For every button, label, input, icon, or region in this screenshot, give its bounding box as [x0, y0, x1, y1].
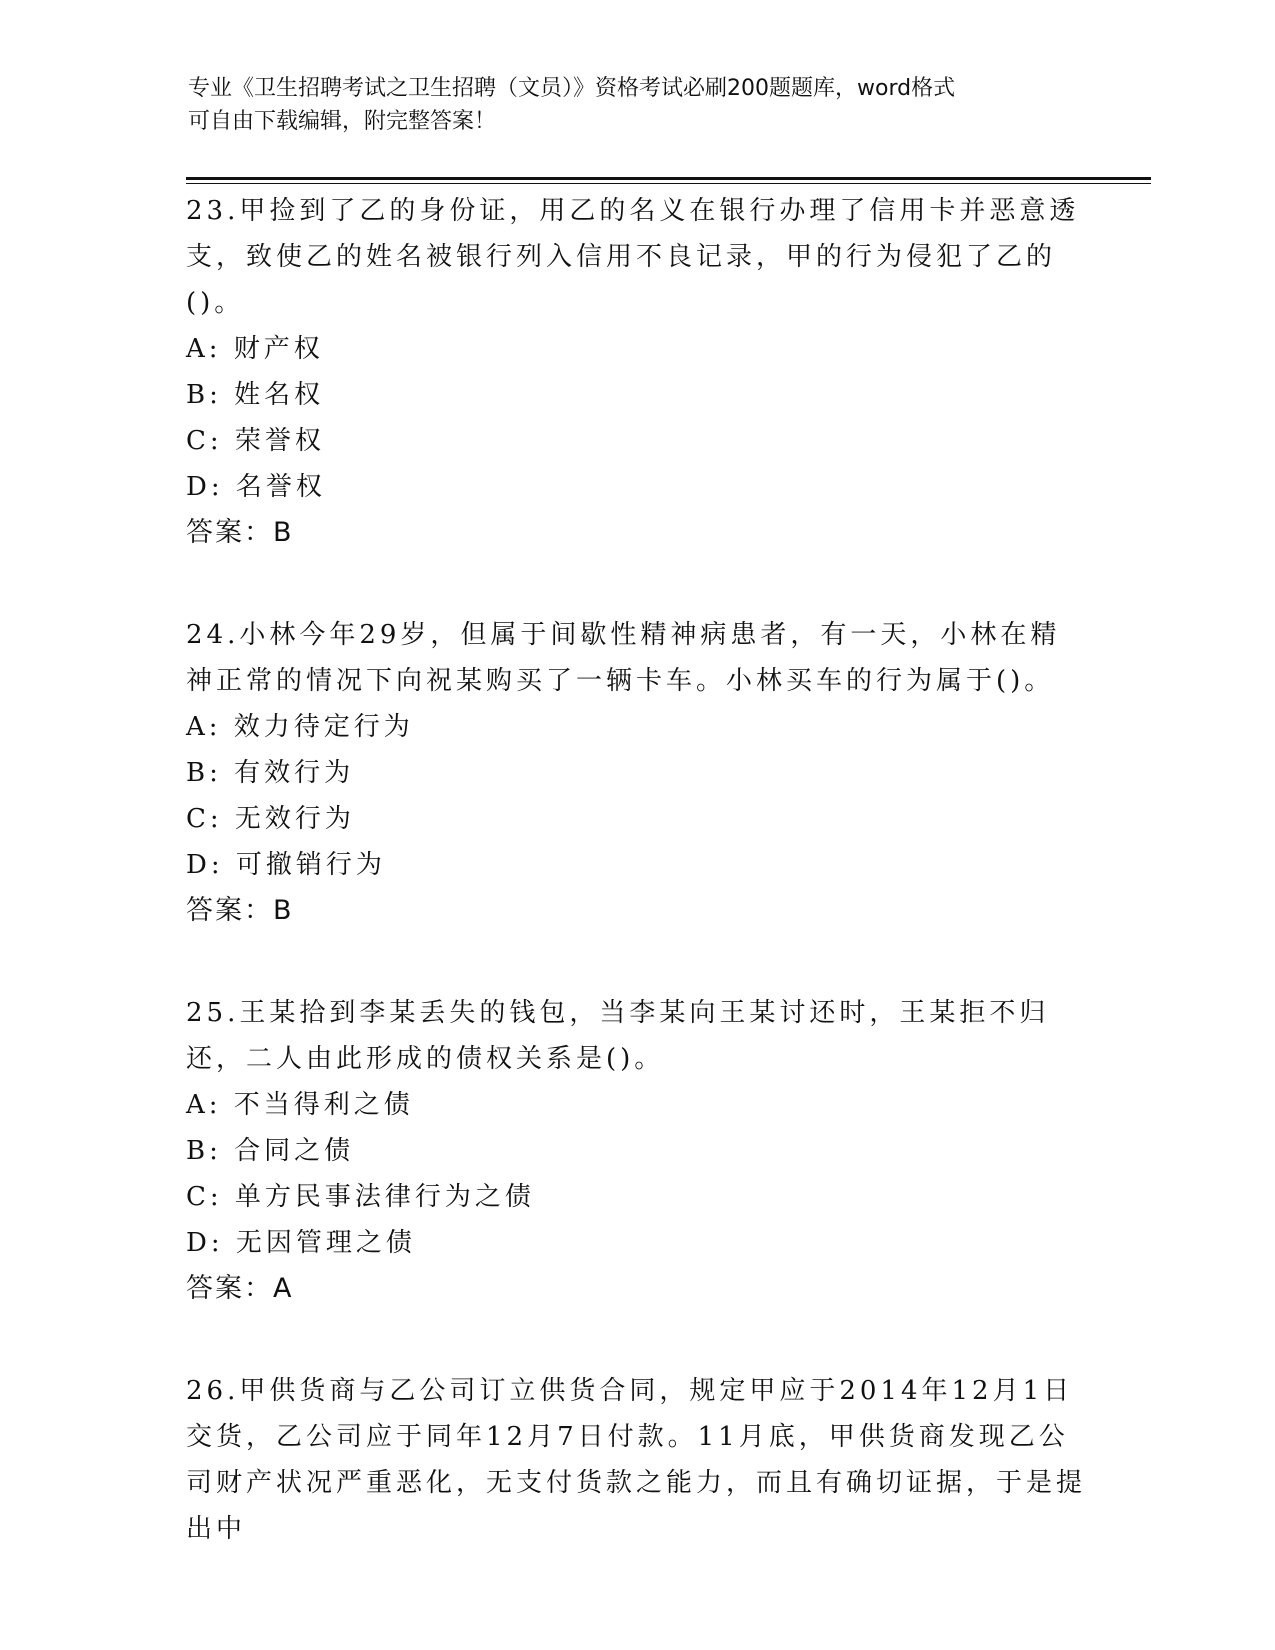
question-25: [186, 990, 1086, 1312]
option-c: C: 荣誉权: [186, 426, 325, 456]
header-line-1: 专业《卫生招聘考试之卫生招聘（文员）》资格考试必刷200题题库，word格式: [188, 76, 956, 101]
option-b: B: 姓名权: [186, 380, 325, 410]
option-c: C: 无效行为: [186, 804, 355, 834]
header-rule-thick: [186, 177, 1151, 180]
question-text: 23.甲捡到了乙的身份证，用乙的名义在银行办理了信用卡并恶意透支，致使乙的姓名被银行列入信用不良记录，甲的行为侵犯了乙的()。: [186, 196, 1080, 318]
option-d: D: 可撤销行为: [186, 850, 386, 880]
header-rule-thin: [186, 183, 1151, 184]
question-23: [186, 188, 1086, 556]
question-26: [186, 1368, 1086, 1552]
option-d: D: 名誉权: [186, 472, 326, 502]
option-a: A: 效力待定行为: [186, 712, 414, 742]
question-list: [186, 188, 1086, 1608]
answer: 答案：B: [186, 895, 294, 926]
question-text: 25.王某拾到李某丢失的钱包，当李某向王某讨还时，王某拒不归还，二人由此形成的债权关系是()。: [186, 998, 1050, 1074]
option-a: A: 不当得利之债: [186, 1090, 414, 1120]
header-line-2: 可自由下载编辑，附完整答案！: [188, 109, 497, 134]
answer: 答案：A: [186, 1273, 294, 1304]
document-header: [188, 72, 1088, 138]
option-c: C: 单方民事法律行为之债: [186, 1182, 535, 1212]
option-b: B: 有效行为: [186, 758, 355, 788]
option-d: D: 无因管理之债: [186, 1228, 416, 1258]
option-a: A: 财产权: [186, 334, 324, 364]
question-text: 24.小林今年29岁，但属于间歇性精神病患者，有一天，小林在精神正常的情况下向祝某购买了一辆卡车。小林买车的行为属于()。: [186, 620, 1061, 696]
question-24: [186, 612, 1086, 934]
question-text: 26.甲供货商与乙公司订立供货合同，规定甲应于2014年12月1日交货，乙公司应于同年12月7日付款。11月底，甲供货商发现乙公司财产状况严重恶化，无支付货款之能力，而且有确切证据，于是提出中: [186, 1376, 1087, 1544]
answer: 答案：B: [186, 517, 294, 548]
option-b: B: 合同之债: [186, 1136, 355, 1166]
